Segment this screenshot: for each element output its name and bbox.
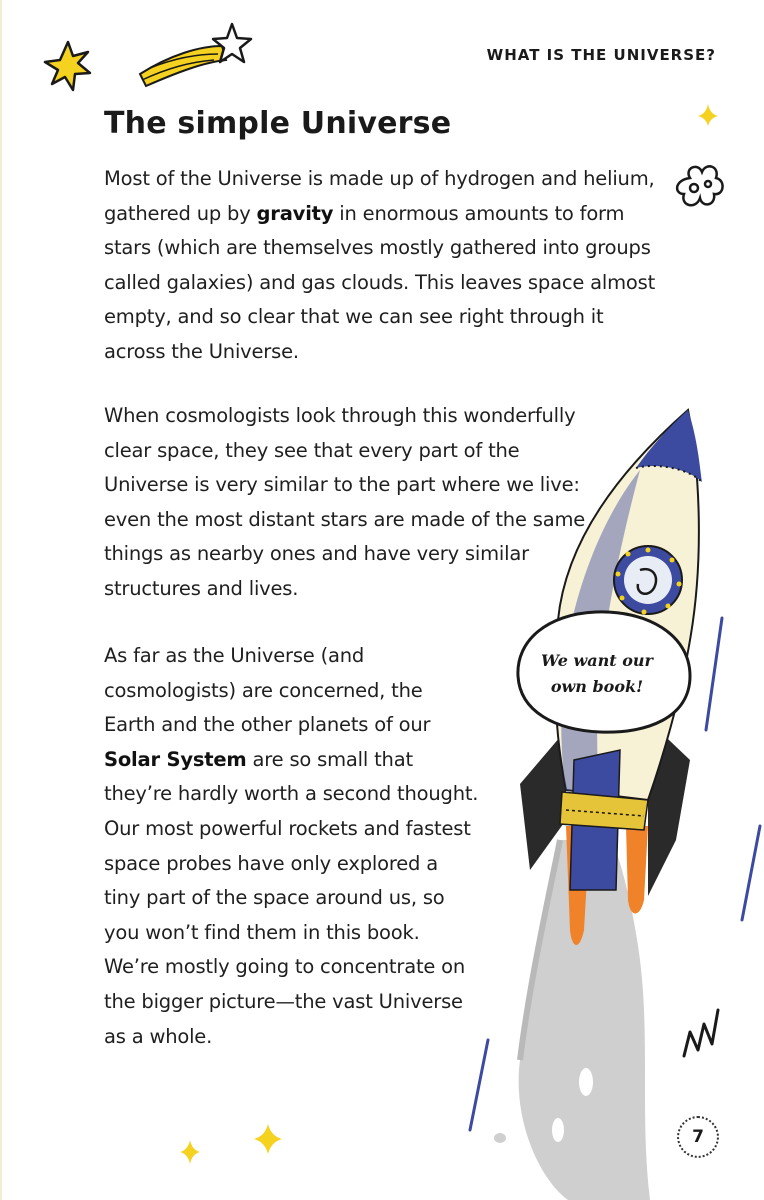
page-title: The simple Universe (104, 106, 452, 141)
paragraph-1 (104, 162, 664, 370)
paragraph-2: When cosmologists look through this wonderfully clear space, they see that every part of the Universe is very similar to the part where we live: even the most distant stars are made of the same things as nearby ones and have very similar structures and lives. (104, 404, 586, 600)
speech-bubble-line-1: We want our (541, 651, 653, 670)
paragraph-1-text-b: in enormous amounts to form stars (which are themselves mostly gathered into groups called galaxies) and gas clouds. This leaves space almost empty, and so clear that we can see right through it across the Universe. (104, 201, 656, 363)
yellow-star-icon (45, 42, 90, 90)
speech-bubble-text (522, 648, 672, 700)
speech-bubble-line-2: own book! (550, 677, 644, 696)
zigzag-doodle-icon (684, 1010, 718, 1056)
bottom-sparkles (180, 1124, 282, 1164)
keyword-solar-system: Solar System (104, 747, 247, 771)
page-number: 7 (677, 1116, 719, 1158)
shooting-star-icon (140, 24, 251, 86)
paragraph-3-text-a: As far as the Universe (and cosmologists) are concerned, the Earth and the other planets of our (104, 644, 431, 737)
paragraph-3 (104, 639, 479, 1054)
paragraph-1-text-a: Most of the Universe is made up of hydrogen and helium, gathered up by (104, 167, 655, 225)
paragraph-3-text-b: are so small that they’re hardly worth a second thought. Our most powerful rockets and fastest space probes have only explored a tiny part of the space around us, so you won’t find them in this book. We’re mostly going to concentrate on the bigger picture—the vast Universe as a whole. (104, 747, 479, 1048)
cloud-doodle-icon (677, 166, 722, 205)
sparkle-icon (698, 104, 718, 126)
section-label: WHAT IS THE UNIVERSE? (486, 46, 716, 64)
keyword-gravity: gravity (256, 201, 334, 225)
